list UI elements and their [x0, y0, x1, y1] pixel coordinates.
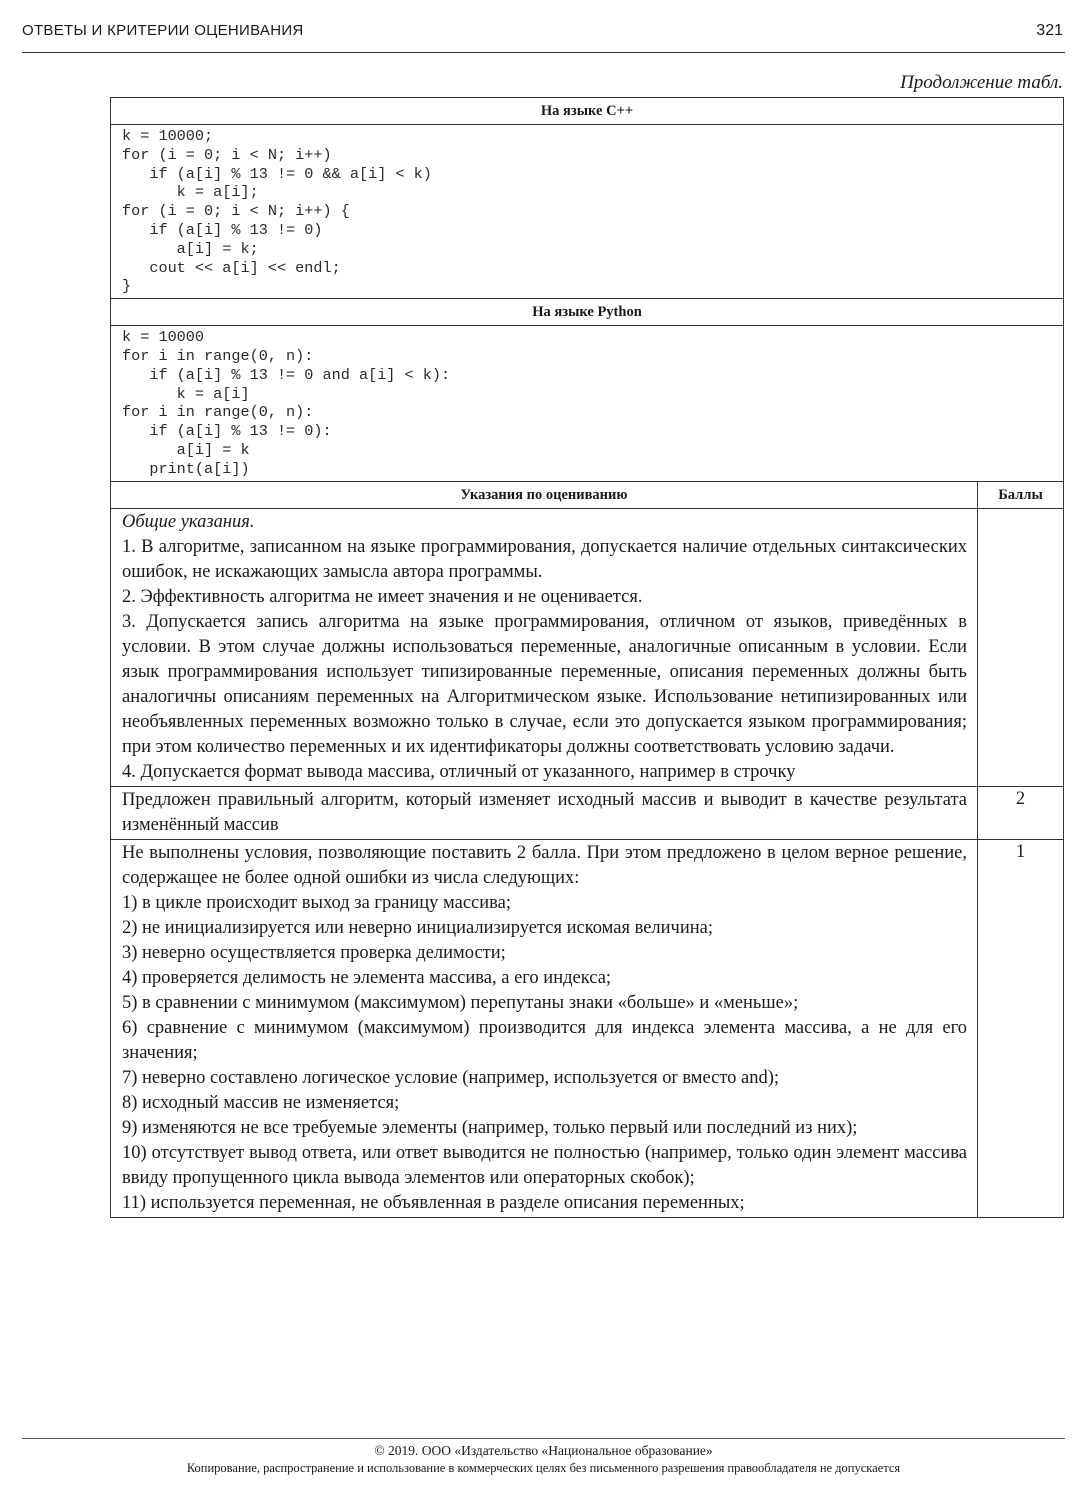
criteria-heading-row — [111, 481, 1064, 508]
error-item: 10) отсутствует вывод ответа, или ответ выводится не полностью (например, только один элемент массива ввиду пропущенного цикла вывода элементов или операторных скобок); — [122, 1142, 967, 1188]
general-item: 2. Эффективность алгоритма не имеет значения и не оценивается. — [122, 586, 643, 607]
general-item: 3. Допускается запись алгоритма на языке программирования, отличном от языков, приведённых в условии. В этом случае должны использоваться переменные, аналогичные описанным в условии. Если язык программирования использует типизированные переменные, описания переменных должны быть аналогичны описаниям переменных на Алгоритмическом языке. Использование нетипизированных или необъявленных переменных возможно только в случае, если это допускается языком программирования; при этом количество переменных и их идентификаторы должны соответствовать условию задачи. — [122, 611, 967, 757]
criterion-1-intro: Не выполнены условия, позволяющие поставить 2 балла. При этом предложено в целом верное решение, содержащее не более одной ошибки из числа следующих: — [122, 842, 967, 888]
answer-table — [110, 97, 1064, 1218]
general-instructions — [111, 509, 977, 786]
header-divider — [22, 52, 1065, 53]
error-item: 6) сравнение с минимумом (максимумом) производится для индекса элемента массива, а не для его значения; — [122, 1017, 967, 1063]
general-instructions-title: Общие указания. — [122, 511, 255, 532]
error-item: 11) используется переменная, не объявленная в разделе описания переменных; — [122, 1192, 745, 1213]
error-item: 7) неверно составлено логическое условие (например, используется or вместо and); — [122, 1067, 780, 1088]
error-item: 2) не инициализируется или неверно инициализируется искомая величина; — [122, 917, 714, 938]
table-continuation-label: Продолжение табл. — [900, 72, 1063, 93]
python-code-row — [111, 326, 1064, 481]
python-heading-row — [111, 299, 1064, 326]
error-item: 4) проверяется делимость не элемента массива, а его индекса; — [122, 967, 612, 988]
footer-notice: Копирование, распространение и использование в коммерческих целях без письменного разрешения правообладателя не допускается — [186, 1461, 901, 1475]
general-instructions-row — [111, 508, 1064, 786]
cpp-heading: На языке C++ — [111, 98, 1064, 125]
error-item: 5) в сравнении с минимумом (максимумом) перепутаны знаки «больше» и «меньше»; — [122, 992, 799, 1013]
general-item: 4. Допускается формат вывода массива, отличный от указанного, например в строчку — [122, 761, 796, 782]
criterion-1-text — [111, 840, 977, 1217]
criterion-2-row — [111, 786, 1064, 839]
python-code-block: k = 10000 for i in range(0, n): if (a[i] % 13 != 0 and a[i] < k): k = a[i] for i in range(0, n): if (a[i] % 13 != 0): a[i] = k print(a[i]) — [122, 328, 451, 478]
cpp-code-row — [111, 125, 1064, 299]
error-item: 8) исходный массив не изменяется; — [122, 1092, 400, 1113]
error-item: 9) изменяются не все требуемые элементы (например, только первый или последний из них); — [122, 1117, 858, 1138]
page-number: 321 — [1036, 22, 1063, 39]
criterion-1-score: 1 — [978, 839, 1064, 1217]
error-item: 3) неверно осуществляется проверка делимости; — [122, 942, 506, 963]
criterion-1-row — [111, 839, 1064, 1217]
criterion-2-text: Предложен правильный алгоритм, который изменяет исходный массив и выводит в качестве результата изменённый массив — [122, 789, 967, 835]
criteria-heading: Указания по оцениванию — [111, 481, 978, 508]
footer-copyright: © 2019. ООО «Издательство «Национальное образование» — [374, 1443, 713, 1458]
criterion-2-score: 2 — [978, 786, 1064, 839]
cpp-code-block: k = 10000; for (i = 0; i < N; i++) if (a[i] % 13 != 0 && a[i] < k) k = a[i]; for (i = 0; i < N; i++) { if (a[i] % 13 != 0) a[i] = k; cout << a[i] << endl; } — [122, 127, 432, 296]
error-item: 1) в цикле происходит выход за границу массива; — [122, 892, 511, 913]
score-heading: Баллы — [978, 481, 1064, 508]
general-score-cell — [978, 508, 1064, 786]
section-title: ОТВЕТЫ И КРИТЕРИИ ОЦЕНИВАНИЯ — [22, 22, 304, 39]
general-item: 1. В алгоритме, записанном на языке программирования, допускается наличие отдельных синтаксических ошибок, не искажающих замысла автора программы. — [122, 536, 967, 582]
cpp-heading-row — [111, 98, 1064, 125]
footer-divider — [22, 1438, 1065, 1439]
python-heading: На языке Python — [111, 299, 1064, 326]
